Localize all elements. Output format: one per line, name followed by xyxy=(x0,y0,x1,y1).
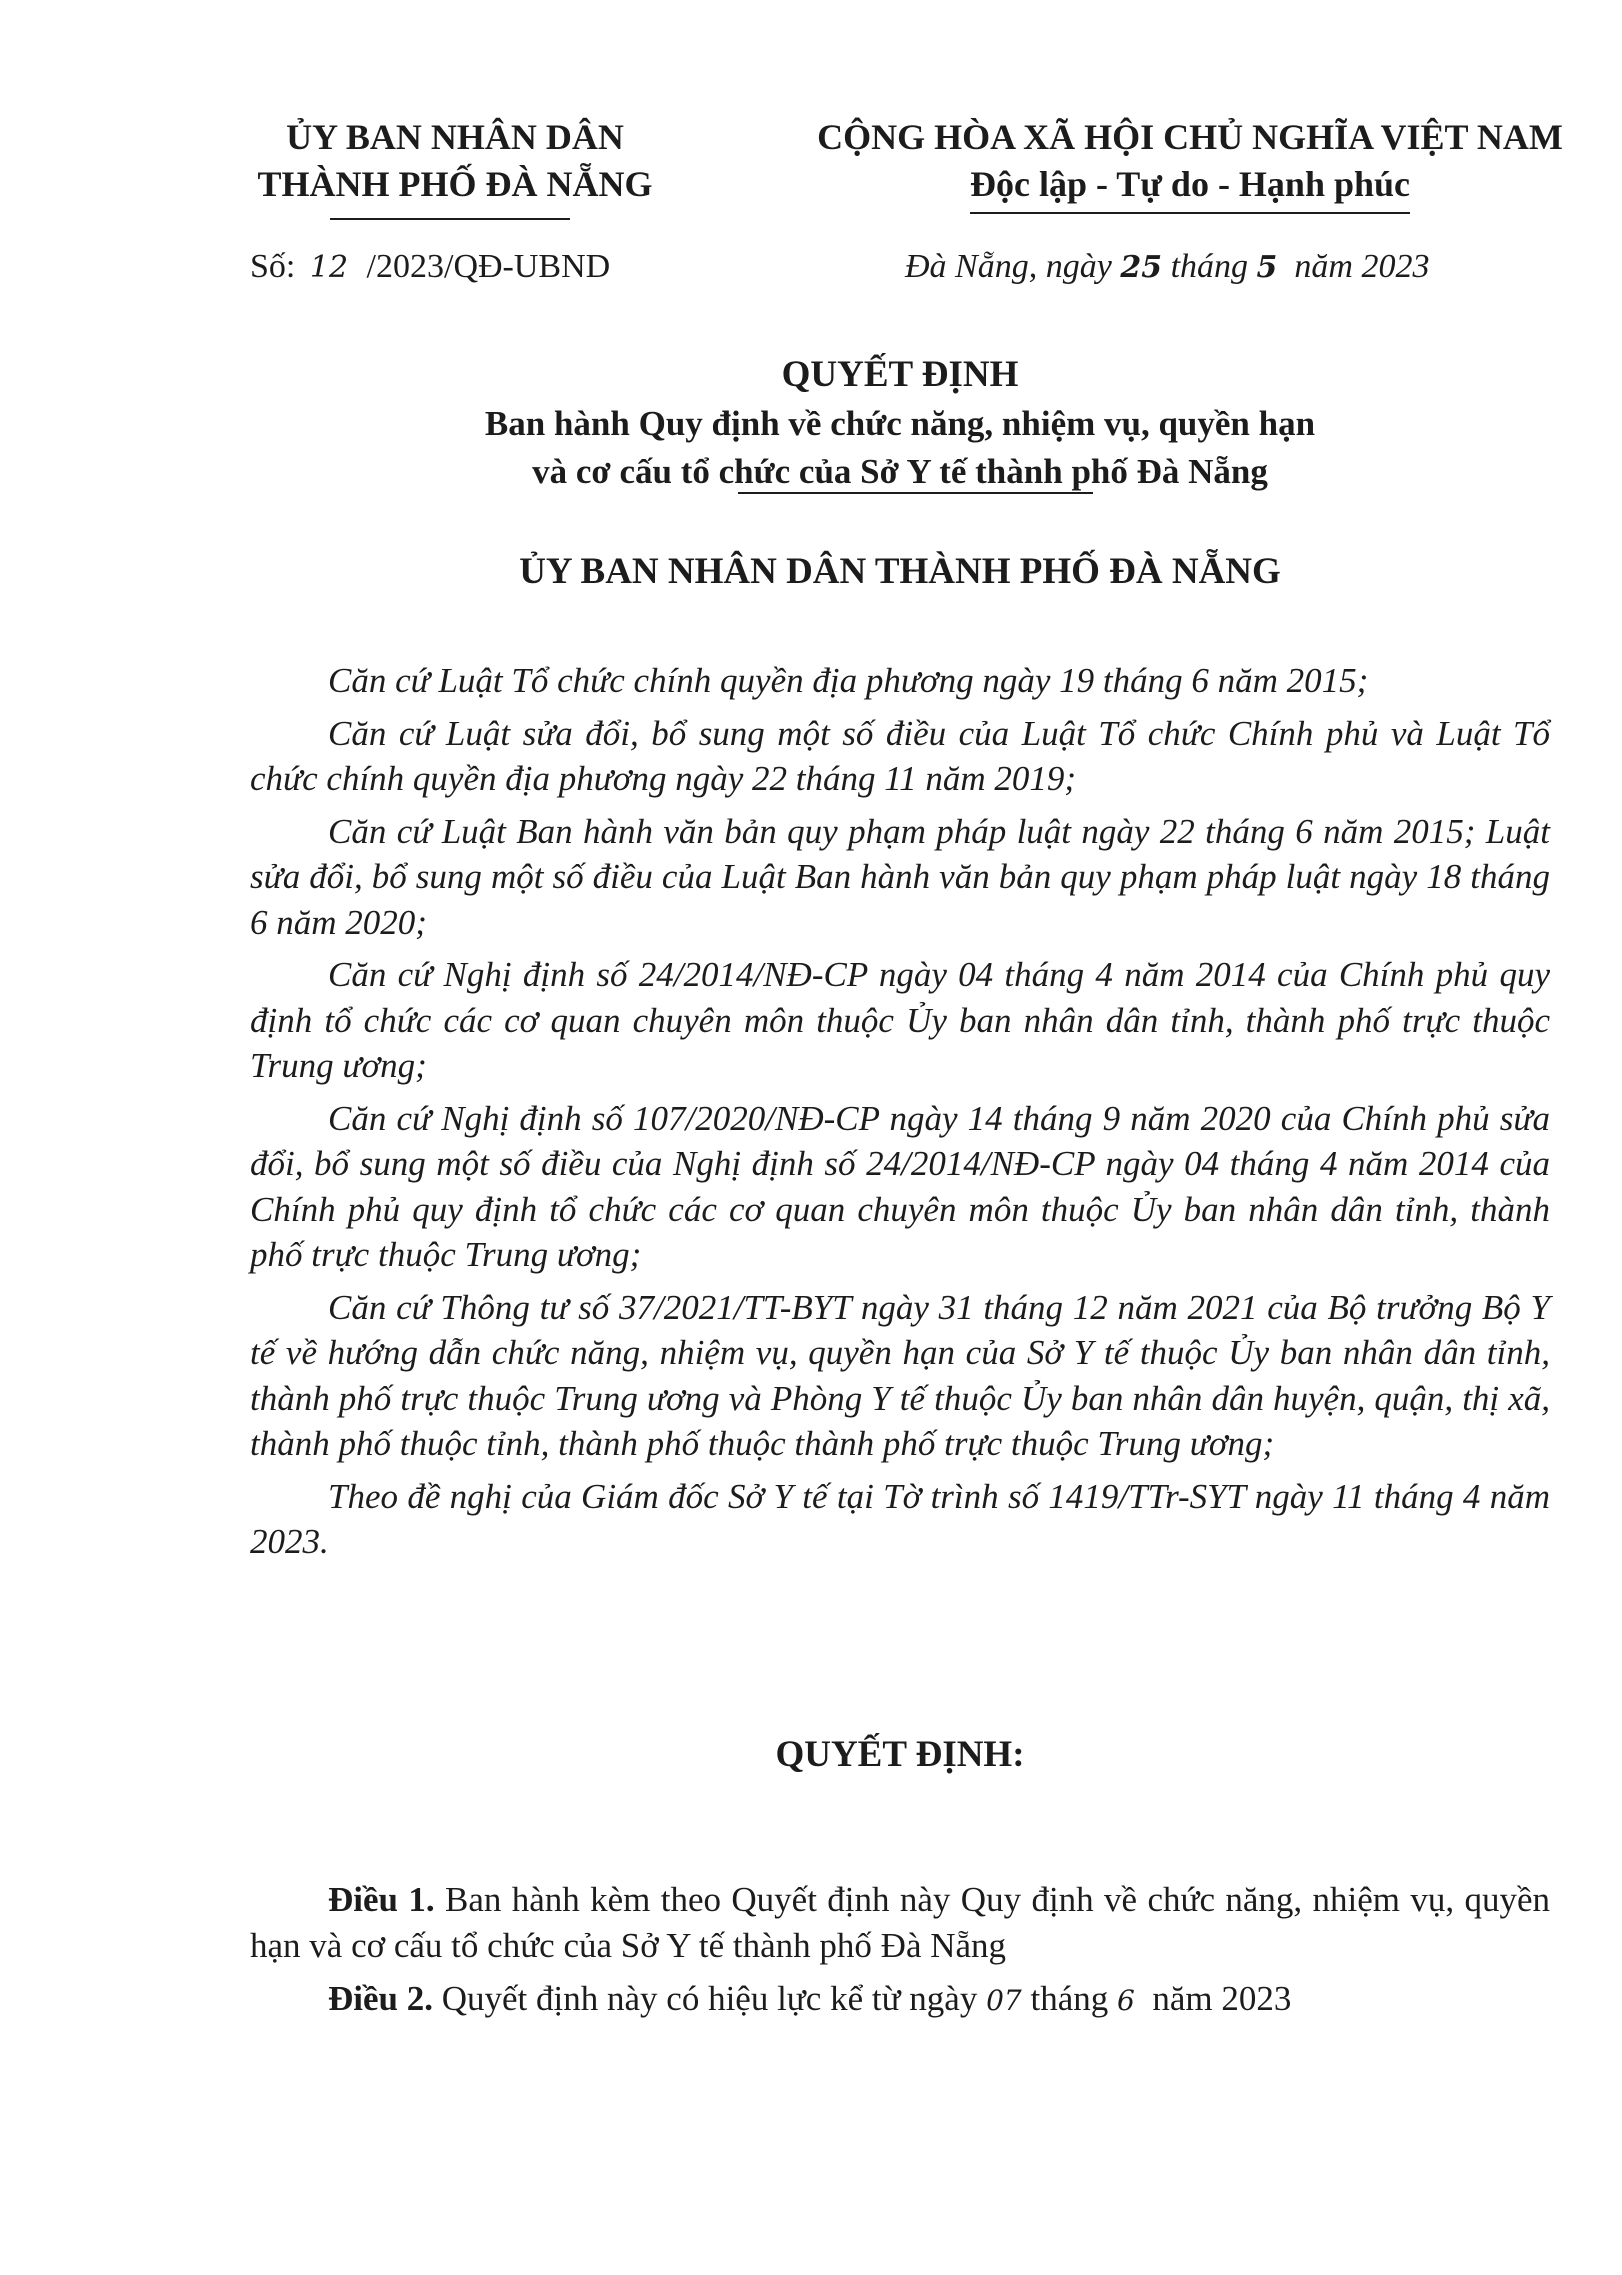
article-1-text: Ban hành kèm theo Quyết định này Quy định về chức năng, nhiệm vụ, quyền hạn và cơ cấu tổ chức của Sở Y tế thành phố Đà Nẵng xyxy=(250,1880,1551,1965)
doc-number-handwritten: 12 xyxy=(309,250,349,285)
decision-heading: QUYẾT ĐỊNH: xyxy=(775,1734,1025,1775)
nation-name: CỘNG HÒA XÃ HỘI CHỦ NGHĨA VIỆT NAM xyxy=(817,117,1563,157)
doc-number-suffix: /2023/QĐ-UBND xyxy=(366,248,611,285)
article-2 xyxy=(250,1976,1550,2024)
date-day-handwritten: 25 xyxy=(1120,250,1163,285)
articles-section xyxy=(250,1877,1550,2032)
article-1-label: Điều 1. xyxy=(328,1880,435,1919)
article-2-day-handwritten: 07 xyxy=(986,1984,1022,2017)
article-1 xyxy=(250,1877,1550,1968)
title-heading: QUYẾT ĐỊNH xyxy=(781,354,1019,395)
article-2-year: năm 2023 xyxy=(1152,1979,1292,2018)
agency-underline xyxy=(330,218,570,220)
date-month-label: tháng xyxy=(1170,248,1249,285)
issuer-heading: ỦY BAN NHÂN DÂN THÀNH PHỐ ĐÀ NẴNG xyxy=(519,551,1281,592)
national-header xyxy=(785,114,1595,214)
title-subtitle-line2: và cơ cấu tổ chức của Sở Y tế thành phố Đà Nẵng xyxy=(532,452,1268,491)
legal-basis-paragraph: Căn cứ Nghị định số 107/2020/NĐ-CP ngày 14 tháng 9 năm 2020 của Chính phủ sửa đổi, bổ sung một số điều của Nghị định số 24/2014/NĐ-CP ngày 04 tháng 4 năm 2014 của Chính phủ quy định tổ chức các cơ quan chuyên môn thuộc Ủy ban nhân dân tỉnh, thành phố trực thuộc Trung ương; xyxy=(250,1098,1550,1274)
title-subtitle-line1: Ban hành Quy định về chức năng, nhiệm vụ, quyền hạn xyxy=(484,404,1316,443)
legal-basis-section xyxy=(250,658,1550,1572)
title-underline xyxy=(738,492,1093,494)
legal-basis-paragraph: Căn cứ Luật Ban hành văn bản quy phạm pháp luật ngày 22 tháng 6 năm 2015; Luật sửa đổi, bổ sung một số điều của Luật Ban hành văn bản quy phạm pháp luật ngày 18 tháng 6 năm 2020; xyxy=(250,811,1550,942)
article-2-month-handwritten: 6 xyxy=(1117,1984,1135,2017)
legal-basis-paragraph: Căn cứ Thông tư số 37/2021/TT-BYT ngày 31 tháng 12 năm 2021 của Bộ trưởng Bộ Y tế về hướng dẫn chức năng, nhiệm vụ, quyền hạn của Sở Y tế thuộc Ủy ban nhân dân tỉnh, thành phố trực thuộc Trung ương và Phòng Y tế thuộc Ủy ban nhân dân huyện, quận, thị xã, thành phố thuộc tỉnh, thành phố thuộc thành phố trực thuộc Trung ương; xyxy=(250,1287,1550,1463)
issuing-agency-header xyxy=(230,114,680,208)
document-title xyxy=(250,350,1550,496)
legal-basis-paragraph: Theo đề nghị của Giám đốc Sở Y tế tại Tờ trình số 1419/TTr-SYT ngày 11 tháng 4 năm 2023. xyxy=(250,1476,1550,1561)
legal-basis-paragraph: Căn cứ Luật sửa đổi, bổ sung một số điều của Luật Tổ chức Chính phủ và Luật Tổ chức chính quyền địa phương ngày 22 tháng 11 năm 2019; xyxy=(250,713,1550,798)
national-motto: Độc lập - Tự do - Hạnh phúc xyxy=(970,161,1410,214)
date-place-prefix: Đà Nẵng, ngày xyxy=(905,248,1112,285)
article-2-month-label: tháng xyxy=(1030,1979,1109,2018)
article-2-text: Quyết định này có hiệu lực kể từ ngày xyxy=(441,1979,978,2018)
date-year: năm 2023 xyxy=(1294,248,1430,285)
agency-name-line1: ỦY BAN NHÂN DÂN xyxy=(286,117,624,157)
document-number xyxy=(250,248,610,286)
legal-basis-paragraph: Căn cứ Nghị định số 24/2014/NĐ-CP ngày 04 tháng 4 năm 2014 của Chính phủ quy định tổ chức các cơ quan chuyên môn thuộc Ủy ban nhân dân tỉnh, thành phố trực thuộc Trung ương; xyxy=(250,955,1550,1085)
article-2-label: Điều 2. xyxy=(328,1979,433,2018)
agency-name-line2: THÀNH PHỐ ĐÀ NẴNG xyxy=(257,164,653,204)
legal-basis-paragraph: Căn cứ Luật Tổ chức chính quyền địa phương ngày 19 tháng 6 năm 2015; xyxy=(328,661,1369,700)
document-date xyxy=(905,248,1429,286)
date-month-handwritten: 5 xyxy=(1256,250,1278,285)
doc-number-prefix: Số: xyxy=(250,248,296,285)
